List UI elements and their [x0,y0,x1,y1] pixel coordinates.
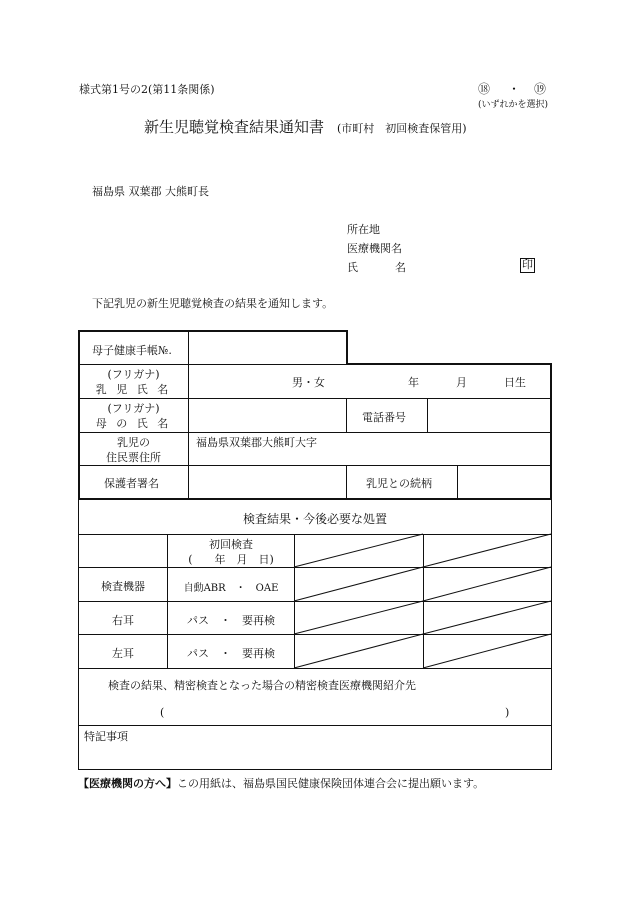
footer-note [78,775,484,791]
handbook-label: 母子健康手帳№. [92,344,172,357]
handbook-number-field[interactable] [189,332,345,364]
seal-mark: 印 [522,258,533,271]
right-ear-label: 右耳 [112,614,134,627]
remarks-label: 特記事項 [84,730,128,743]
left-ear-options[interactable]: パス ・ 要再検 [187,647,275,660]
intro-text: 下記乳児の新生児聴覚検査の結果を通知します。 [92,297,334,310]
mother-furigana-label: (フリガナ) [107,402,160,415]
dob-year-label: 年 [408,376,419,389]
dob-month-label: 月 [456,376,467,389]
document-title: 新生児聴覚検査結果通知書 [144,118,325,136]
results-header: 検査結果・今後必要な処置 [242,512,387,526]
referral-text: 検査の結果、精密検査となった場合の精密検査医療機関紹介先 [108,679,416,692]
device-label: 検査機器 [101,580,145,593]
sex-options[interactable]: 男・女 [292,376,325,389]
relation-label: 乳児との続柄 [366,477,432,490]
location-label: 所在地 [347,223,380,236]
address-label-2: 住民票住所 [106,451,161,464]
initial-test-date[interactable]: ( 年 月 日) [188,553,274,566]
form-number: 様式第1号の2(第11条関係) [79,83,215,96]
document-subtitle: (市町村 初回検査保管用) [337,122,467,135]
paren-open: ( [160,706,165,719]
mother-name-label: 母 の 氏 名 [95,417,172,430]
mother-name-field[interactable] [189,399,345,432]
year-separator: ・ [508,82,521,96]
phone-field[interactable] [428,399,550,432]
infant-furigana-label: (フリガナ) [107,368,160,381]
year-option-1[interactable]: ⑱ [478,82,491,96]
initial-test-label: 初回検査 [209,538,253,551]
phone-label: 電話番号 [362,411,406,424]
remarks-field[interactable] [84,744,544,766]
address-label-1: 乳児の [117,436,150,449]
left-ear-label: 左耳 [112,647,134,660]
select-note: (いずれかを選択) [478,100,549,110]
paren-close: ) [505,706,510,719]
year-option-2[interactable]: ⑲ [534,82,547,96]
addressee: 福島県 双葉郡 大熊町長 [92,185,209,198]
right-ear-options[interactable]: パス ・ 要再検 [187,614,275,627]
device-options[interactable]: 自動ABR ・ OAE [183,583,279,594]
institution-label: 医療機関名 [347,242,402,255]
relation-field[interactable] [458,466,550,498]
guardian-label: 保護者署名 [104,477,159,490]
referral-field[interactable] [170,703,500,721]
name-label-2: 名 [395,261,406,274]
address-field[interactable]: 福島県双葉郡大熊町大字 [196,436,317,449]
name-label-1: 氏 [347,261,358,274]
infant-name-field[interactable] [189,365,289,398]
footer-text: この用紙は、福島県国民健康保険団体連合会に提出願います。 [177,777,485,790]
footer-bold: 【医療機関の方へ】 [78,777,177,790]
guardian-signature-field[interactable] [189,466,345,498]
infant-name-label: 乳 児 氏 名 [95,383,172,396]
dob-day-label: 日生 [504,376,526,389]
